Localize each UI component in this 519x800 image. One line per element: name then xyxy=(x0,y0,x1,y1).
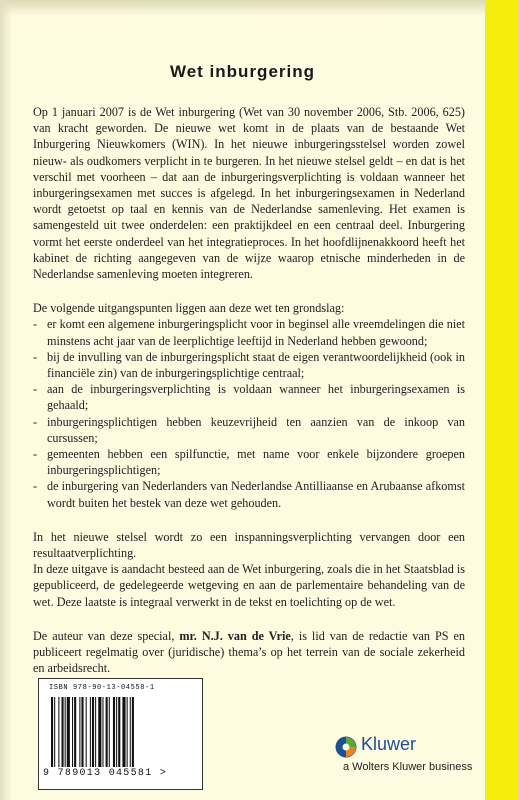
barcode-bar xyxy=(86,697,87,767)
principle-item: - er komt een algemene inburgeringsplicht voor in beginsel alle vreemdelingen die niet minstens acht jaar van de leerplichtige leeftijd in Nederland hebben gewoond; xyxy=(33,316,465,348)
barcode-bar xyxy=(62,697,64,767)
barcode-bar xyxy=(65,697,66,767)
barcode-bar xyxy=(74,697,76,767)
barcode-bar xyxy=(92,697,94,767)
back-cover-text xyxy=(33,104,465,695)
barcode-graphic xyxy=(51,697,191,767)
barcode-bar xyxy=(72,697,73,767)
barcode-bar xyxy=(132,697,134,767)
intro-paragraph: Op 1 januari 2007 is de Wet inburgering (Wet van 30 november 2006, Stb. 2006, 625) van kracht geworden. De nieuwe wet komt in de plaats van de bestaande Wet Inburgering Nieuwkomers (WIN). In het nieuwe inburgeringsstelsel worden zowel nieuw- als oudkomers verplicht in te burgeren. In het nieuwe stelsel geldt – en dat is het verschil met voorheen – dat aan de inburgeringsverplichting is voldaan wanneer het inburgeringsexamen met succes is afgelegd. In het inburgeringsexamen in Nederland wordt getoetst op taal en kennis van de Nederlandse samenleving. Het examen is samengesteld uit twee onderdelen: een praktijkdeel en een centraal deel. Inburgering vormt het eerste onderdeel van het integratieproces. In het hoofdlijnenakkoord heeft het kabinet de richting aangegeven van de wijze waarop etnische minderheden in de Nederlandse samenleving moeten integreren. xyxy=(33,105,465,282)
kluwer-logo-icon xyxy=(335,736,357,758)
barcode-bar xyxy=(102,697,103,767)
isbn-label: ISBN 978-90-13-04558-1 xyxy=(49,684,155,692)
barcode-bar xyxy=(95,697,96,767)
barcode-bar xyxy=(118,697,120,767)
barcode-bar xyxy=(67,697,70,767)
barcode-box xyxy=(38,678,203,790)
principle-item: - inburgeringsplichtigen hebben keuzevrijheid ten aanzien van de inkoop van cursussen; xyxy=(33,414,465,446)
publisher-name: Kluwer xyxy=(361,734,417,754)
principles-intro: De volgende uitgangspunten liggen aan deze wet ten grondslag: xyxy=(33,301,345,316)
barcode-bar xyxy=(106,697,108,767)
barcode-bar xyxy=(58,697,59,767)
author-text-before: De auteur van deze special, xyxy=(33,628,180,643)
barcode-bar xyxy=(81,697,83,767)
principle-item: - bij de invulling van de inburgeringsplicht staat de eigen verantwoordelijkheid (ook in financiële zin) van de inburgeringsplichtige centraal; xyxy=(33,349,465,381)
principle-item: - aan de inburgeringsverplichting is voldaan wanneer het inburgeringsexamen is gehaald; xyxy=(33,381,465,413)
barcode-number xyxy=(43,768,167,779)
system-paragraph: In het nieuwe stelsel wordt zo een inspanningsverplichting vervangen door een resultaatverplichting. xyxy=(33,529,465,561)
barcode-bar xyxy=(127,697,128,767)
cover-top-shade xyxy=(0,0,485,16)
cover-left-shade xyxy=(0,0,12,800)
barcode-arrow: > xyxy=(159,768,168,779)
principles-list xyxy=(33,316,465,510)
author-text-after: , is lid van de redactie van PS en publiceert regelmatig over (juridische) thema’s op het terrein van de sociale zekerheid en arbeidsrecht. xyxy=(33,628,465,676)
author-name: mr. N.J. van de Vrie xyxy=(179,628,291,643)
author-paragraph xyxy=(33,628,465,677)
principle-item: - gemeenten hebben een spilfunctie, met name voor enkele bijzondere groepen inburgeringsplichtigen; xyxy=(33,446,465,478)
principle-item: - de inburgering van Nederlanders van Nederlandse Antilliaanse en Arubaanse afkomst wordt buiten het bestek van deze wet gehouden. xyxy=(33,478,465,510)
edition-paragraph: In deze uitgave is aandacht besteed aan de Wet inburgering, zoals die in het Staatsblad is gepubliceerd, de gedelegeerde wetgeving en aan de parlementaire behandeling van de wet. Deze laatste is integraal verwerkt in de tekst en toelichting op de wet. xyxy=(33,562,465,609)
publisher-tagline: a Wolters Kluwer business xyxy=(343,761,473,773)
barcode-bar xyxy=(51,697,53,767)
barcode-digits: 9 789013 045581 xyxy=(43,768,153,779)
barcode-bar xyxy=(130,697,131,767)
yellow-spine-stripe xyxy=(485,0,519,800)
barcode-bar xyxy=(122,697,125,767)
barcode-bar xyxy=(116,697,117,767)
barcode-bar xyxy=(79,697,80,767)
barcode-bar xyxy=(113,697,115,767)
barcode-bar xyxy=(109,697,110,767)
book-title: Wet inburgering xyxy=(169,62,315,81)
barcode-bar xyxy=(54,697,55,767)
barcode-bar xyxy=(98,697,101,767)
barcode-bar xyxy=(90,697,91,767)
